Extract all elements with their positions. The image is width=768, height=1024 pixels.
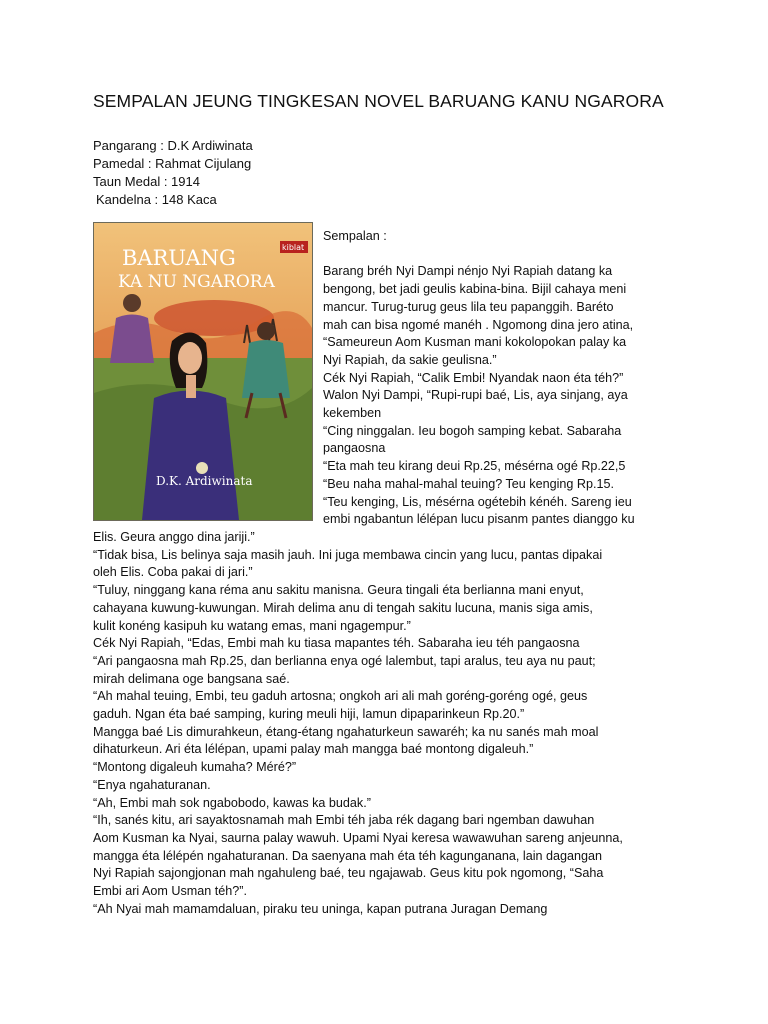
body-line: Nyi Rapiah sajongjonan mah ngahuleng baé, teu ngajawab. Geus kitu pok ngomong, “Saha xyxy=(93,866,604,881)
body-line: “Tuluy, ninggang kana réma anu sakitu manisna. Geura tingali éta berlianna mani enyut, xyxy=(93,583,584,598)
sempalan-label: Sempalan : xyxy=(323,229,387,243)
book-cover-image xyxy=(93,222,313,521)
meta-pages: Kandelna : 148 Kaca xyxy=(96,192,217,207)
excerpt-line: “Eta mah teu kirang deui Rp.25, mésérna ogé Rp.22,5 xyxy=(323,459,626,474)
cover-title-line1: BARUANG xyxy=(122,246,236,270)
excerpt-line: “Sameureun Aom Kusman mani kokolopokan palay ka xyxy=(323,335,627,350)
body-line: “Ah mahal teuing, Embi, teu gaduh artosna; ongkoh ari ali mah goréng-goréng ogé, geus xyxy=(93,689,588,704)
excerpt-line: Walon Nyi Dampi, “Rupi-rupi baé, Lis, aya sinjang, aya xyxy=(323,388,628,403)
body-line: Aom Kusman ka Nyai, saurna palay wawuh. Upami Nyai keresa wawawuhan sareng anjeunna, xyxy=(93,830,623,845)
body-line: “Ah Nyai mah mamamdaluan, piraku teu uninga, kapan putrana Juragan Demang xyxy=(93,901,548,916)
body-line: mangga éta lélépén ngahaturanan. Da saenyana mah éta téh kagunganana, lain dagangan xyxy=(93,848,603,863)
excerpt-line: Nyi Rapiah, da sakie geulisna.” xyxy=(323,352,497,367)
book-metadata xyxy=(93,137,253,209)
excerpt-line: Cék Nyi Rapiah, “Calik Embi! Nyandak naon éta téh?” xyxy=(323,370,624,385)
meta-author: Pangarang : D.K Ardiwinata xyxy=(93,138,253,153)
body-line: Elis. Geura anggo dina jariji.” xyxy=(93,530,255,544)
body-line: Embi ari Aom Usman téh?”. xyxy=(93,884,247,899)
excerpt-line: embi ngabantun lélépan lucu pisanm pantes dianggo ku xyxy=(323,512,635,527)
body-line: dihaturkeun. Ari éta lélépan, upami palay mah mangga baé montong digaleuh.” xyxy=(93,742,534,757)
meta-year: Taun Medal : 1914 xyxy=(93,174,200,189)
excerpt-line: kekemben xyxy=(323,406,382,421)
cover-author: D.K. Ardiwinata xyxy=(156,474,253,488)
excerpt-body xyxy=(93,529,693,918)
body-line: “Ah, Embi mah sok ngabobodo, kawas ka budak.” xyxy=(93,795,371,810)
excerpt-line: mah can bisa ngomé manéh . Ngomong dina jero atina, xyxy=(323,317,634,332)
excerpt-line: bengong, bet jadi geulis kabina-bina. Bijil cahaya meni xyxy=(323,282,627,297)
body-line: kulit konéng kasipuh ku watang emas, mani ngagempur.” xyxy=(93,618,411,633)
body-line: Cék Nyi Rapiah, “Edas, Embi mah ku tiasa mapantes téh. Sabaraha ieu téh pangaosna xyxy=(93,636,580,651)
excerpt-line: “Beu naha mahal-mahal teuing? Teu kenging Rp.15. xyxy=(323,476,615,491)
body-line: mirah delimana oge bangsana saé. xyxy=(93,671,290,686)
body-line: gaduh. Ngan éta baé samping, kuring meuli hiji, lamun dipaparinkeun Rp.20.” xyxy=(93,707,525,722)
excerpt-line: pangaosna xyxy=(323,441,386,456)
body-line: “Tidak bisa, Lis belinya saja masih jauh. Ini juga membawa cincin yang lucu, pantas dipakai xyxy=(93,547,603,562)
page-title: SEMPALAN JEUNG TINGKESAN NOVEL BARUANG KANU NGARORA xyxy=(93,91,664,111)
excerpt-line: Barang bréh Nyi Dampi nénjo Nyi Rapiah datang ka xyxy=(323,264,613,279)
excerpt-side-column xyxy=(323,228,673,529)
excerpt-line: mancur. Turug-turug geus lila teu papanggih. Baréto xyxy=(323,299,614,314)
body-line: oleh Elis. Coba pakai di jari.” xyxy=(93,565,253,580)
body-line: cahayana kuwung-kuwungan. Mirah delima anu di tengah sakitu lucuna, manis siga amis, xyxy=(93,600,593,615)
body-line: “Montong digaleuh kumaha? Méré?” xyxy=(93,760,297,775)
body-line: “Enya ngahaturanan. xyxy=(93,777,211,792)
excerpt-line: “Teu kenging, Lis, mésérna ogétebih kénéh. Sareng ieu xyxy=(323,494,632,509)
cover-publisher: kiblat xyxy=(282,243,305,252)
body-line: “Ari pangaosna mah Rp.25, dan berlianna enya ogé lalembut, tapi aralus, teu aya nu paut; xyxy=(93,653,596,668)
cover-title-line2: KA NU NGARORA xyxy=(118,272,275,292)
meta-publisher: Pamedal : Rahmat Cijulang xyxy=(93,156,252,171)
body-line: “Ih, sanés kitu, ari sayaktosnamah mah Embi téh jaba rék dagang bari ngemban dawuhan xyxy=(93,813,595,828)
excerpt-line: “Cing ninggalan. Ieu bogoh samping kebat. Sabaraha xyxy=(323,423,622,438)
body-line: Mangga baé Lis dimurahkeun, étang-étang ngahaturkeun sawaréh; ka nu sanés mah moal xyxy=(93,724,599,739)
